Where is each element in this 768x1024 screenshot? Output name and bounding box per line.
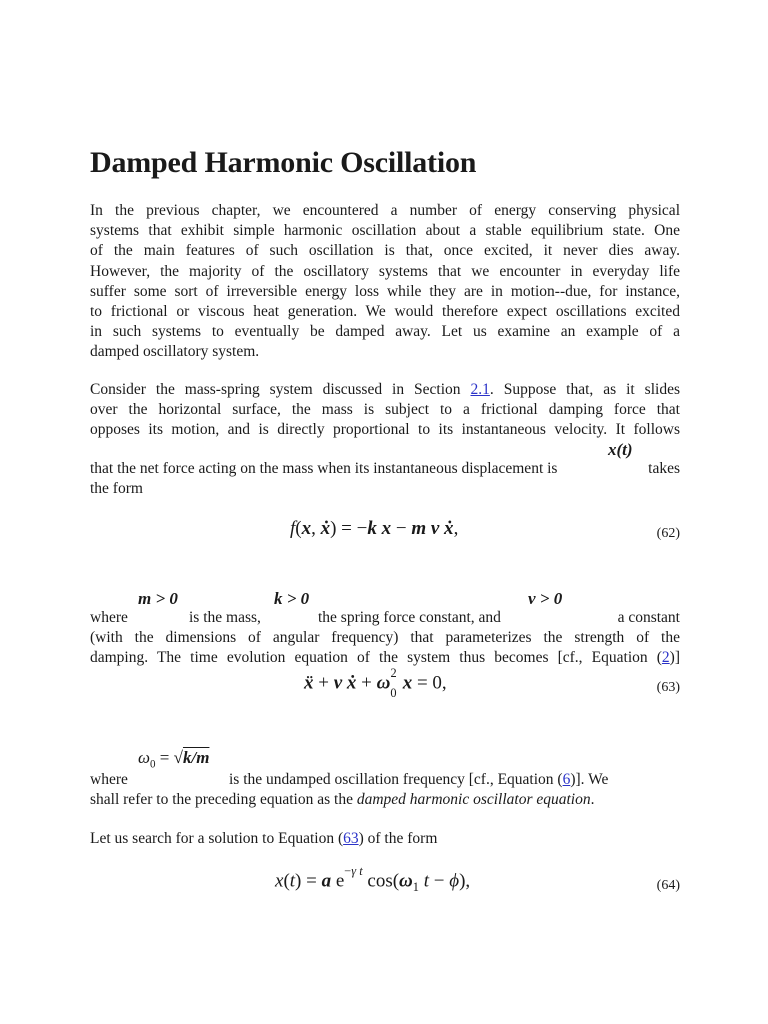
oscillator-equation: ẍ + ν ẋ + $\omega_0^2$ x = 0, xyxy=(304,666,447,701)
spring-condition-math: k > 0 xyxy=(274,589,310,608)
equation-link[interactable]: 63 xyxy=(343,830,359,847)
text-line: damped oscillatory system. xyxy=(90,343,260,361)
trial-solution-equation: x(t) = a $e^{-\gamma t}$ $\cos(\omega_1$ t − ϕ), xyxy=(275,864,471,895)
equation-number: (64) xyxy=(656,878,680,893)
section-link[interactable]: 2.1 xyxy=(470,381,490,398)
mass-spring-paragraph-cont xyxy=(90,459,680,499)
equation-64 xyxy=(90,864,680,898)
equation-62 xyxy=(90,518,680,548)
text-line: that the net force acting on the mass when its instantaneous displacement is takes xyxy=(90,460,680,477)
mass-condition-math: m > 0 xyxy=(138,589,178,608)
text-line: Let us search for a solution to Equation (63) of the form xyxy=(90,830,438,847)
text-line: opposes its motion, and is directly proportional to its instantaneous velocity. It follows xyxy=(90,421,680,439)
page-title: Damped Harmonic Oscillation xyxy=(90,146,477,179)
text-line: to frictional or viscous heat generation. We would therefore expect oscillations excited xyxy=(90,303,680,321)
damping-condition-math: ν > 0 xyxy=(528,589,563,608)
text-line: shall refer to the preceding equation as the damped harmonic oscillator equation. xyxy=(90,791,595,809)
text-line: suffer some sort of irreversible energy loss while they are in motion--due, for instance, xyxy=(90,282,680,300)
solution-paragraph xyxy=(90,829,680,849)
frequency-definition-math: $\omega_0 = √k/m$ xyxy=(138,748,210,771)
equation-number: (63) xyxy=(656,680,680,695)
text-line: (with the dimensions of angular frequency) that parameterizes the strength of the xyxy=(90,629,680,647)
displacement-math: x(t) xyxy=(608,440,633,459)
text-line: However, the majority of the oscillatory systems that we encounter in everyday life xyxy=(90,262,680,280)
text-line: where is the mass, the spring force constant, and a constant xyxy=(90,609,680,626)
equation-number: (62) xyxy=(656,526,680,541)
mass-spring-paragraph xyxy=(90,380,680,441)
text-line: where is the undamped oscillation frequency [cf., Equation (6)]. We xyxy=(90,771,609,788)
parameters-paragraph xyxy=(90,608,680,669)
text-line: in such systems to eventually be damped away. Let us examine an example of a xyxy=(90,323,680,341)
intro-paragraph xyxy=(90,201,680,363)
text-line: of the main features of such oscillation is that, once excited, it never dies away. xyxy=(90,242,680,260)
frequency-paragraph xyxy=(90,770,680,810)
text-line: In the previous chapter, we encountered a number of energy conserving physical xyxy=(90,202,680,219)
force-equation: f(x, ẋ) = −k x − m ν ẋ, xyxy=(290,518,459,539)
text-line: systems that exhibit simple harmonic oscillation about a stable equilibrium state. One xyxy=(90,222,680,240)
text-line: Consider the mass-spring system discussed in Section 2.1. Suppose that, as it slides xyxy=(90,381,680,398)
text-line: the form xyxy=(90,480,143,498)
equation-link[interactable]: 6 xyxy=(562,771,571,788)
text-line: damping. The time evolution equation of the system thus becomes [cf., Equation (2)] xyxy=(90,649,680,667)
text-line: over the horizontal surface, the mass is subject to a frictional damping force that xyxy=(90,401,680,419)
equation-link[interactable]: 2 xyxy=(661,649,670,667)
equation-63 xyxy=(90,666,680,701)
